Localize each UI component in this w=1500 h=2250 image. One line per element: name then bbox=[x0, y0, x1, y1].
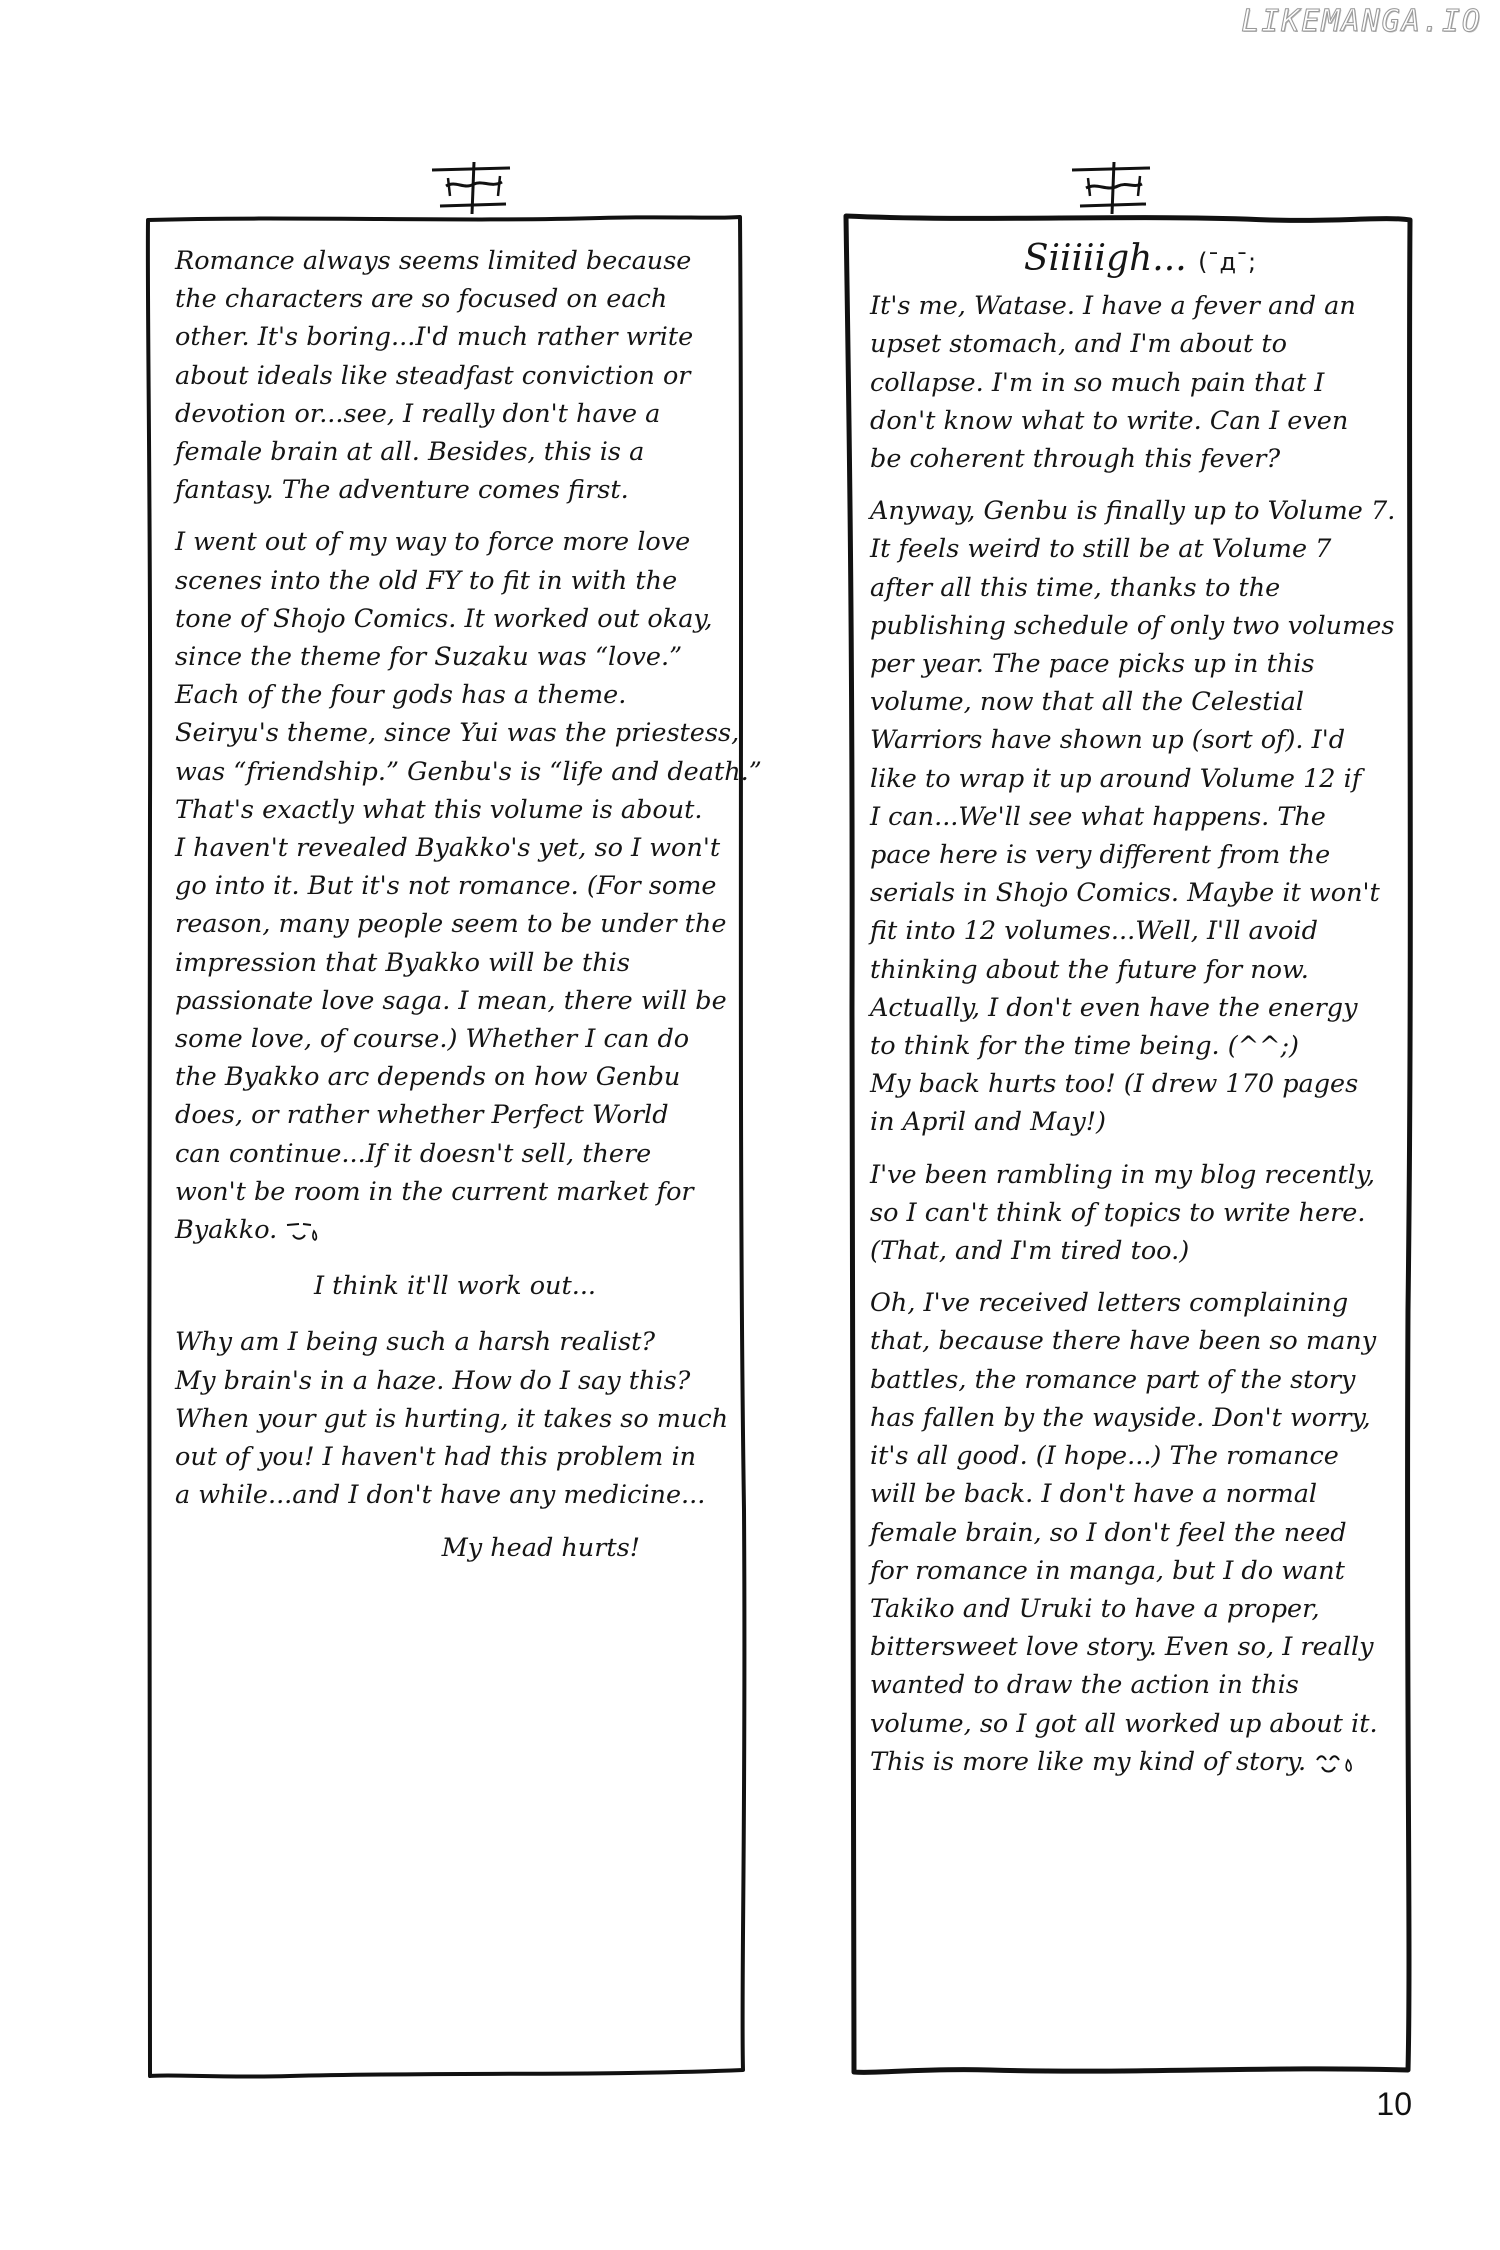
text-line: for romance in manga, but I do want bbox=[870, 1555, 1345, 1586]
page-number: 10 bbox=[1376, 2086, 1412, 2122]
text-line: Each of the four gods has a theme. bbox=[175, 680, 627, 711]
text-line: impression that Byakko will be this bbox=[175, 947, 630, 978]
right-header-mark bbox=[1062, 158, 1162, 218]
text-line: It feels weird to still be at Volume 7 bbox=[870, 534, 1332, 565]
text-line: does, or rather whether Perfect World bbox=[175, 1100, 669, 1131]
watermark: LIKEMANGA.IO bbox=[1241, 4, 1482, 39]
left-paragraph-1 bbox=[175, 242, 735, 509]
text-line: some love, of course.) Whether I can do bbox=[175, 1024, 690, 1055]
text-line: fit into 12 volumes...Well, I'll avoid bbox=[870, 916, 1318, 947]
text-line: will be back. I don't have a normal bbox=[870, 1479, 1318, 1510]
text-line: When your gut is hurting, it takes so much bbox=[175, 1403, 729, 1434]
text-line: after all this time, thanks to the bbox=[870, 572, 1281, 603]
text-line: passionate love saga. I mean, there will be bbox=[175, 985, 727, 1016]
text-line: since the theme for Suzaku was “love.” bbox=[175, 642, 683, 673]
text-line: female brain at all. Besides, this is a bbox=[175, 437, 645, 468]
heading-text: Siiiiigh... bbox=[1023, 238, 1187, 279]
text-line: Why am I being such a harsh realist? bbox=[175, 1327, 656, 1358]
text-line: be coherent through this fever? bbox=[870, 444, 1281, 475]
text-line: bittersweet love story. Even so, I really bbox=[870, 1632, 1374, 1663]
text-line: other. It's boring...I'd much rather write bbox=[175, 322, 694, 353]
text-line: Byakko. bbox=[175, 1215, 278, 1246]
text-line: Warriors have shown up (sort of). I'd bbox=[870, 725, 1346, 756]
left-paragraph-3 bbox=[175, 1267, 735, 1305]
text-line: like to wrap it up around Volume 12 if bbox=[870, 763, 1362, 794]
text-line: I went out of my way to force more love bbox=[175, 527, 691, 558]
left-paragraph-2 bbox=[175, 523, 762, 1249]
text-line: serials in Shojo Comics. Maybe it won't bbox=[870, 878, 1380, 909]
text-line: My back hurts too! (I drew 170 pages bbox=[870, 1069, 1359, 1100]
text-line: go into it. But it's not romance. (For some bbox=[175, 871, 717, 902]
text-line: so I can't think of topics to write here. bbox=[870, 1197, 1366, 1228]
text-line: has fallen by the wayside. Don't worry, bbox=[870, 1402, 1371, 1433]
text-line: I think it'll work out... bbox=[313, 1271, 597, 1302]
text-line: Actually, I don't even have the energy bbox=[870, 992, 1358, 1023]
text-line-with-doodle bbox=[175, 1211, 735, 1249]
text-line: This is more like my kind of story. bbox=[870, 1746, 1307, 1777]
left-header-mark bbox=[422, 158, 522, 218]
text-line: devotion or...see, I really don't have a bbox=[175, 398, 661, 429]
text-line: I've been rambling in my blog recently, bbox=[870, 1159, 1376, 1190]
text-line: tone of Shojo Comics. It worked out okay, bbox=[175, 603, 713, 634]
text-line: wanted to draw the action in this bbox=[870, 1670, 1299, 1701]
left-panel-text bbox=[175, 242, 762, 1581]
happy-face-doodle bbox=[1314, 1750, 1358, 1776]
text-line: volume, now that all the Celestial bbox=[870, 687, 1304, 718]
text-line: was “friendship.” Genbu's is “life and death.” bbox=[175, 756, 762, 787]
text-line: fantasy. The adventure comes first. bbox=[175, 475, 629, 506]
right-panel-heading bbox=[870, 240, 1410, 281]
text-line: collapse. I'm in so much pain that I bbox=[870, 367, 1325, 398]
text-line: battles, the romance part of the story bbox=[870, 1364, 1356, 1395]
text-line: That's exactly what this volume is about. bbox=[175, 794, 703, 825]
text-line: the characters are so focused on each bbox=[175, 284, 668, 315]
text-line: publishing schedule of only two volumes bbox=[870, 610, 1395, 641]
heading-face: (¯д¯; bbox=[1198, 248, 1257, 276]
left-notes-panel bbox=[140, 210, 762, 2090]
text-line: to think for the time being. (^^;) bbox=[870, 1031, 1299, 1062]
text-line: out of you! I haven't had this problem in bbox=[175, 1442, 697, 1473]
text-line: the Byakko arc depends on how Genbu bbox=[175, 1062, 681, 1093]
text-line: Anyway, Genbu is finally up to Volume 7. bbox=[870, 496, 1396, 527]
text-line: about ideals like steadfast conviction or bbox=[175, 360, 691, 391]
text-line: pace here is very different from the bbox=[870, 840, 1331, 871]
right-notes-panel bbox=[840, 210, 1418, 2090]
text-line: I can...We'll see what happens. The bbox=[870, 801, 1326, 832]
text-line: upset stomach, and I'm about to bbox=[870, 329, 1287, 360]
text-line: My brain's in a haze. How do I say this? bbox=[175, 1365, 691, 1396]
sweat-face-doodle bbox=[285, 1219, 319, 1243]
text-line: in April and May!) bbox=[870, 1107, 1106, 1138]
text-line: that, because there have been so many bbox=[870, 1326, 1377, 1357]
text-line: it's all good. (I hope...) The romance bbox=[870, 1441, 1339, 1472]
text-line: female brain, so I don't feel the need bbox=[870, 1517, 1347, 1548]
right-panel-text bbox=[870, 240, 1410, 1795]
text-line: volume, so I got all worked up about it. bbox=[870, 1708, 1378, 1739]
right-paragraph-2 bbox=[870, 492, 1410, 1141]
text-line: My head hurts! bbox=[441, 1532, 640, 1563]
left-paragraph-5 bbox=[175, 1529, 735, 1567]
right-paragraph-3 bbox=[870, 1156, 1410, 1271]
text-line: a while...and I don't have any medicine... bbox=[175, 1480, 706, 1511]
text-line: (That, and I'm tired too.) bbox=[870, 1236, 1190, 1267]
text-line: Takiko and Uruki to have a proper, bbox=[870, 1593, 1320, 1624]
right-paragraph-1 bbox=[870, 287, 1410, 478]
text-line: can continue...If it doesn't sell, there bbox=[175, 1138, 652, 1169]
text-line: per year. The pace picks up in this bbox=[870, 649, 1315, 680]
text-line-with-doodle bbox=[870, 1743, 1410, 1781]
text-line: I haven't revealed Byakko's yet, so I won't bbox=[175, 833, 721, 864]
text-line: reason, many people seem to be under the bbox=[175, 909, 727, 940]
text-line: It's me, Watase. I have a fever and an bbox=[870, 291, 1356, 322]
left-paragraph-4 bbox=[175, 1323, 735, 1514]
text-line: Seiryu's theme, since Yui was the priestess, bbox=[175, 718, 740, 749]
text-line: don't know what to write. Can I even bbox=[870, 405, 1349, 436]
right-paragraph-4 bbox=[870, 1284, 1410, 1781]
text-line: Romance always seems limited because bbox=[175, 246, 692, 276]
text-line: scenes into the old FY to fit in with the bbox=[175, 565, 678, 596]
text-line: Oh, I've received letters complaining bbox=[870, 1288, 1349, 1319]
text-line: won't be room in the current market for bbox=[175, 1176, 694, 1207]
text-line: thinking about the future for now. bbox=[870, 954, 1309, 985]
